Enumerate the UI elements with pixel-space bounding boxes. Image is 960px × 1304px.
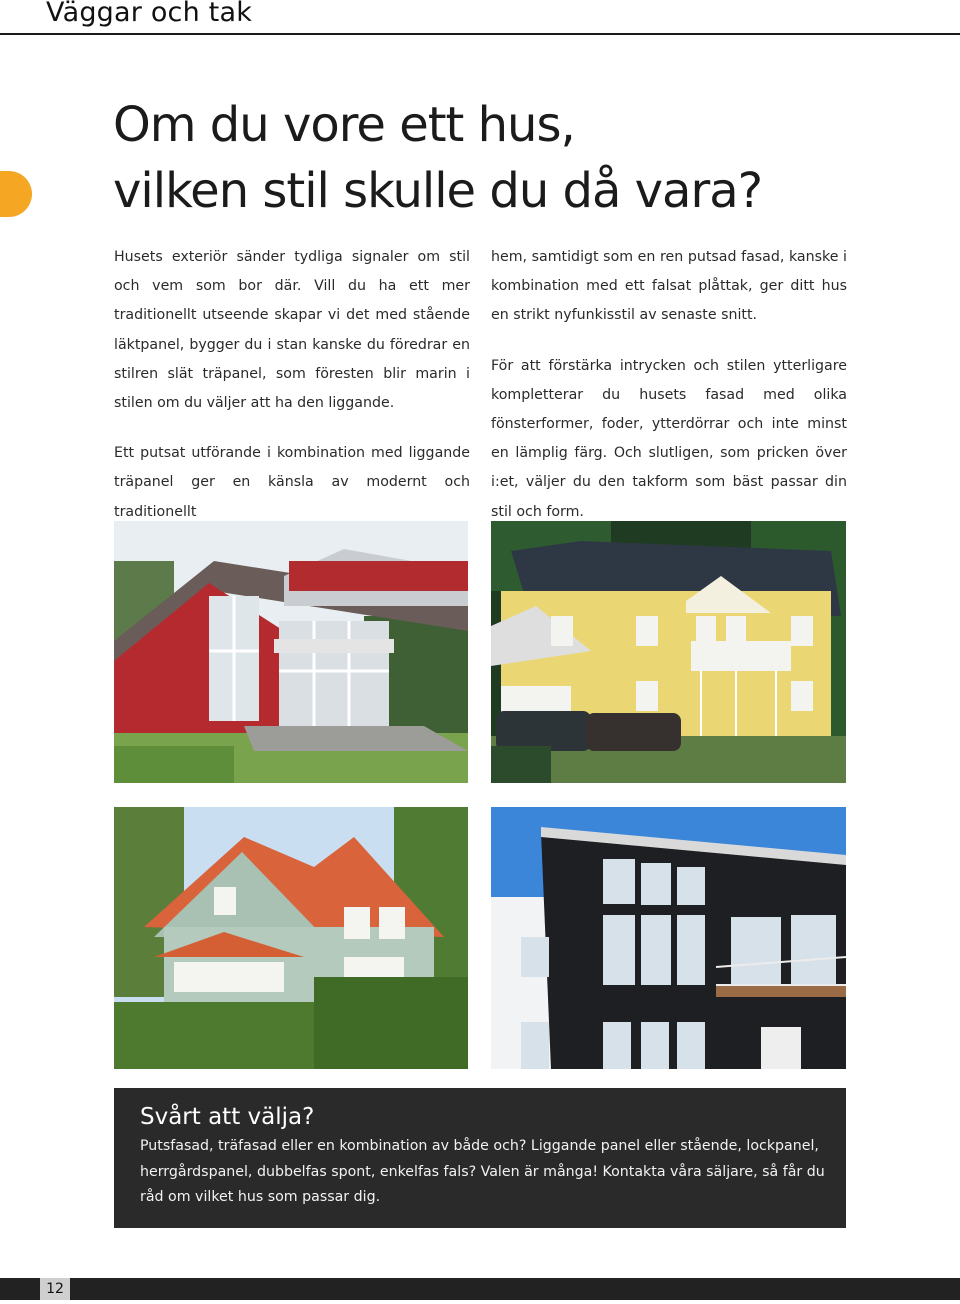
body-paragraph: hem, samtidigt som en ren putsad fasad, kanske i kombination med ett falsat plåttak, ger ditt hus en strikt nyfunkisstil av senaste snitt. <box>491 249 847 324</box>
info-box <box>114 1088 846 1228</box>
photo-green-house <box>114 807 468 1069</box>
photo-red-house <box>114 521 468 783</box>
body-paragraph: Ett putsat utförande i kombination med liggande träpanel ger en känsla av modernt och traditionellt <box>114 445 470 520</box>
headline-line-2: vilken stil skulle du då vara? <box>113 163 763 219</box>
info-box-title: Svårt att välja? <box>140 1104 315 1130</box>
section-title: Väggar och tak <box>46 0 253 28</box>
orange-tab-marker <box>0 171 32 217</box>
photo-black-house <box>491 807 846 1069</box>
footer-bar <box>0 1278 960 1300</box>
page-headline <box>113 92 913 224</box>
info-box-text: Putsfasad, träfasad eller en kombination av både och? Liggande panel eller stående, lockpanel, herrgårdspanel, dubbelfas spont, enkelfas fals? Valen är många! Kontakta våra säljare, så får du råd om vilket hus som passar dig. <box>140 1138 825 1205</box>
headline-line-1: Om du vore ett hus, <box>113 97 575 153</box>
body-column-right <box>491 243 847 548</box>
body-paragraph: Husets exteriör sänder tydliga signaler om stil och vem som bor där. Vill du ha ett mer traditionellt utseende skapar vi det med stående läktpanel, bygger du i stan kanske du föredrar en stilren slät träpanel, som föresten blir marin i stilen om du väljer att ha den liggande. <box>114 249 470 412</box>
page-number: 12 <box>40 1278 70 1300</box>
header-divider <box>0 33 960 35</box>
body-paragraph: För att förstärka intrycken och stilen ytterligare kompletterar du husets fasad med olika fönsterformer, foder, ytterdörrar och inte minst en lämplig färg. Och slutligen, som pricken över i:et, väljer du den takform som bäst passar din stil och form. <box>491 357 847 520</box>
photo-yellow-house <box>491 521 846 783</box>
body-column-left <box>114 243 470 548</box>
